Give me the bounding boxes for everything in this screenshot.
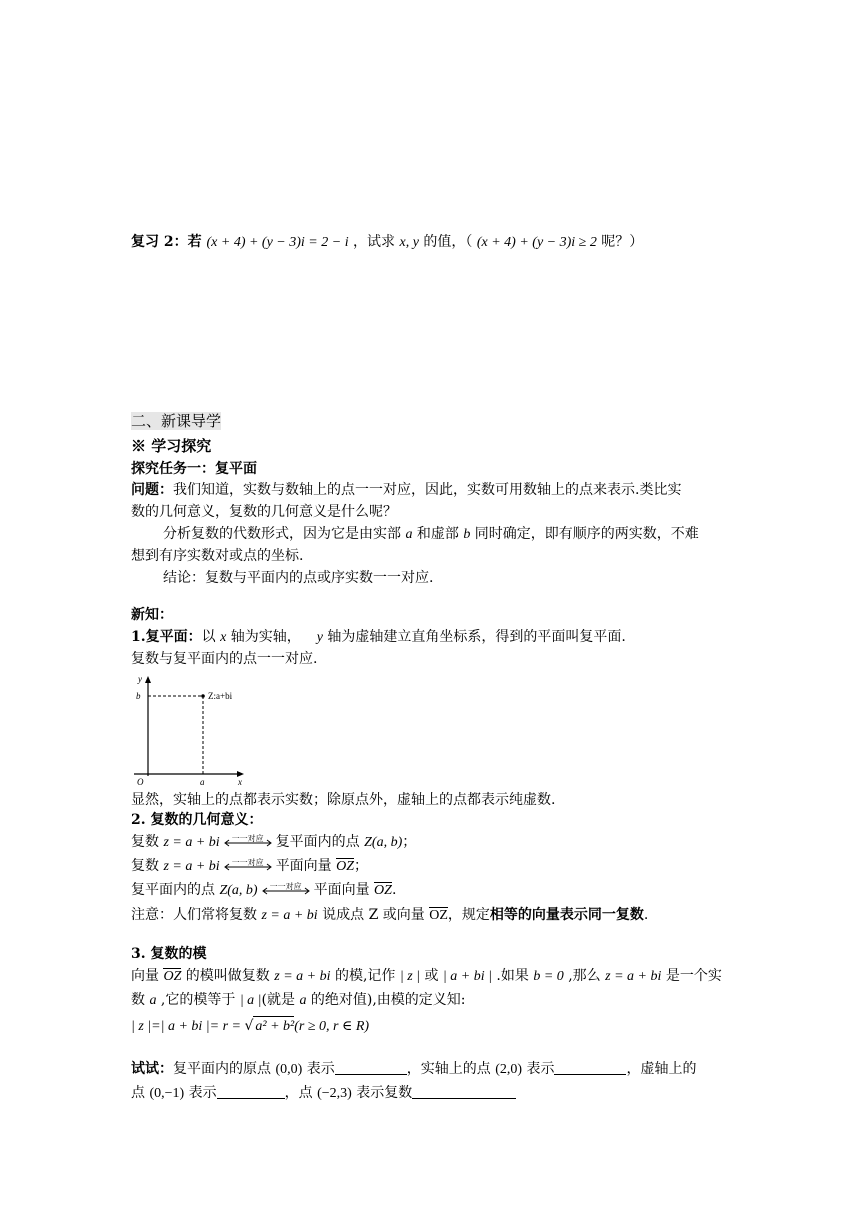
modulus-l2-a: a	[149, 993, 157, 1008]
note-z: z = a + bi	[261, 908, 318, 923]
x-label: x	[238, 777, 242, 787]
review-2-end: 呢？）	[596, 234, 644, 250]
definition-text-2: 轴为实轴，	[226, 629, 301, 645]
try-point-3: (0,−1)	[149, 1086, 185, 1101]
formula-left: | z |=| a + bi |= r =	[131, 1019, 245, 1034]
modulus-l2-text-4: 的绝对值),由模的定义知:	[306, 992, 466, 1008]
review-2-text: ，试求	[348, 234, 400, 250]
question-text-1: 我们知道，实数与数轴上的点一一对应，因此，实数可用数轴上的点来表示.类比实	[173, 482, 682, 498]
new-knowledge-heading: 新知：	[131, 607, 173, 623]
modulus-l2-a-2: a	[299, 993, 307, 1008]
note-end: .	[643, 907, 649, 923]
definition-x: x	[220, 630, 227, 645]
analysis-var-a: a	[405, 527, 413, 542]
modulus-z-2: z = a + bi	[605, 969, 662, 984]
answer-blank-1[interactable]	[335, 1060, 407, 1075]
analysis-text: 分析复数的代数形式，因为它是由实部	[163, 526, 406, 542]
note-text-2: 说成点 Z 或向量	[317, 907, 430, 923]
geo-row-3	[131, 880, 396, 901]
y-axis-arrow	[145, 676, 151, 683]
note-vector: OZ	[429, 906, 448, 926]
try-point-4: (−2,3)	[317, 1086, 352, 1101]
one-to-one-line: 复数与复平面内的点一一对应.	[131, 651, 318, 667]
review-2-label: 复习 2：若	[131, 234, 207, 250]
y-label: y	[138, 674, 142, 684]
question-label: 问题：	[131, 482, 173, 498]
modulus-abs-z: | z |	[399, 969, 421, 984]
definition-text-3: 轴为虚轴建立直角坐标系，得到的平面叫复平面.	[322, 629, 626, 645]
geo-row-1	[131, 832, 416, 853]
modulus-text-4: 或	[420, 968, 443, 984]
note-emphasis: 相等的向量表示同一复数	[489, 907, 644, 923]
try-line-1	[131, 1059, 696, 1080]
geo-row-3-text: 复平面内的点	[131, 882, 220, 898]
analysis-text-2: 和虚部	[412, 526, 464, 542]
geo-row-2-z: z = a + bi	[163, 859, 220, 874]
answer-blank-3[interactable]	[217, 1084, 285, 1099]
geo-row-2-end: ；	[354, 858, 369, 874]
geo-row-1-text-2: 复平面内的点	[275, 834, 365, 850]
geo-row-3-point: Z(a, b)	[219, 883, 258, 898]
modulus-text-6: ,那么	[563, 968, 606, 984]
origin-label: O	[137, 777, 144, 787]
try-point-1: (0,0)	[275, 1062, 303, 1077]
section-2-title: 二、新课导学	[131, 412, 222, 430]
definition-text: 以	[201, 629, 221, 645]
note-line	[131, 905, 648, 926]
try-l2-text-2: 表示	[184, 1085, 217, 1101]
review-2-text-2: 的值，（	[418, 234, 477, 250]
geo-row-3-vector: OZ	[374, 881, 392, 901]
review-2-vars: x, y	[399, 235, 419, 250]
geo-row-1-z: z = a + bi	[163, 835, 220, 850]
b-label: b	[136, 691, 141, 701]
modulus-line-1	[131, 966, 722, 987]
try-text: 复平面内的原点	[173, 1061, 276, 1077]
question-line-1	[131, 480, 681, 500]
modulus-l2-text-2: ,它的模等于	[156, 992, 240, 1008]
answer-blank-2[interactable]	[554, 1060, 626, 1075]
review-2-inequality: (x + 4) + (y − 3)i ≥ 2	[476, 235, 597, 250]
modulus-text-7: 是一个实	[661, 968, 722, 984]
geo-row-1-end: ；	[402, 834, 417, 850]
double-arrow-icon	[261, 881, 311, 897]
try-label: 试试：	[131, 1061, 173, 1077]
note-text-3: ，规定	[447, 907, 490, 923]
try-line-2	[131, 1083, 516, 1104]
double-arrow-icon	[223, 833, 273, 849]
explore-heading: ※ 学习探究	[131, 437, 212, 455]
note-text: 注意：人们常将复数	[131, 907, 262, 923]
modulus-l2-text-3: (就是	[261, 992, 300, 1008]
geo-row-3-text-2: 平面向量	[313, 882, 375, 898]
analysis-var-b: b	[463, 527, 471, 542]
geometric-meaning-heading: 2. 复数的几何意义：	[131, 812, 263, 828]
modulus-b-zero: b = 0	[533, 969, 564, 984]
review-2-line	[131, 232, 643, 253]
obvious-line: 显然，实轴上的点都表示实数；除原点外，虚轴上的点都表示纯虚数.	[131, 792, 556, 808]
modulus-text: 向量	[131, 968, 164, 984]
try-text-2: 表示	[302, 1061, 335, 1077]
formula-sqrt: a² + b²	[253, 1016, 294, 1037]
point-label: Z:a+bi	[208, 691, 233, 701]
formula-right: (r ≥ 0, r ∈ R)	[294, 1019, 370, 1034]
try-text-5: ，虚轴上的	[626, 1061, 697, 1077]
modulus-line-2	[131, 990, 466, 1011]
section-2-heading	[131, 411, 221, 431]
geo-row-2-text-2: 平面向量	[275, 858, 337, 874]
geo-row-3-end: .	[391, 882, 397, 898]
try-l2-text: 点	[131, 1085, 150, 1101]
arrow-label: 一一对应	[231, 834, 264, 843]
try-text-4: 表示	[522, 1061, 555, 1077]
try-l2-text-4: 表示复数	[351, 1085, 413, 1101]
modulus-heading: 3. 复数的模	[131, 946, 207, 962]
modulus-abs-abi: | a + bi |	[442, 969, 492, 984]
task-1-heading: 探究任务一：复平面	[131, 461, 257, 477]
answer-blank-4[interactable]	[412, 1084, 516, 1099]
geo-row-2-text: 复数	[131, 858, 164, 874]
analysis-line-1	[163, 524, 699, 545]
modulus-text-2: 的模叫做复数	[181, 968, 275, 984]
modulus-l2-abs-a: | a |	[239, 993, 262, 1008]
geo-row-1-text: 复数	[131, 834, 164, 850]
double-arrow-icon	[223, 857, 273, 873]
modulus-l2-text: 数	[131, 992, 150, 1008]
modulus-text-5: .如果	[491, 968, 534, 984]
arrow-label: 一一对应	[231, 858, 264, 867]
modulus-text-3: 的模,记作	[330, 968, 400, 984]
analysis-text-3: 同时确定，即有顺序的两实数，不难	[470, 526, 699, 542]
review-2-equation: (x + 4) + (y − 3)i = 2 − i	[206, 235, 349, 250]
geo-row-2	[131, 856, 368, 877]
modulus-formula: | z |=| a + bi |= r = √ a² + b²(r ≥ 0, r ∈ R)	[131, 1016, 369, 1037]
question-line-2: 数的几何意义，复数的几何意义是什么呢？	[131, 504, 397, 520]
definition-complex-plane	[131, 627, 626, 648]
analysis-line-2: 想到有序实数对或点的坐标.	[131, 548, 304, 564]
a-label: a	[200, 777, 205, 787]
geo-row-1-point: Z(a, b)	[364, 835, 403, 850]
try-point-2: (2,0)	[495, 1062, 523, 1077]
try-l2-text-3: ，点	[284, 1085, 318, 1101]
complex-plane-figure	[128, 672, 248, 788]
conclusion-line: 结论：复数与平面内的点或序实数一一对应.	[163, 570, 434, 586]
modulus-vector: OZ	[163, 967, 181, 987]
point-z	[201, 694, 205, 698]
definition-y: y	[316, 630, 323, 645]
geo-row-2-vector: OZ	[336, 857, 354, 877]
definition-label: 1.复平面：	[131, 629, 202, 645]
arrow-label: 一一对应	[269, 882, 302, 891]
modulus-z: z = a + bi	[274, 969, 331, 984]
try-text-3: ，实轴上的点	[406, 1061, 496, 1077]
